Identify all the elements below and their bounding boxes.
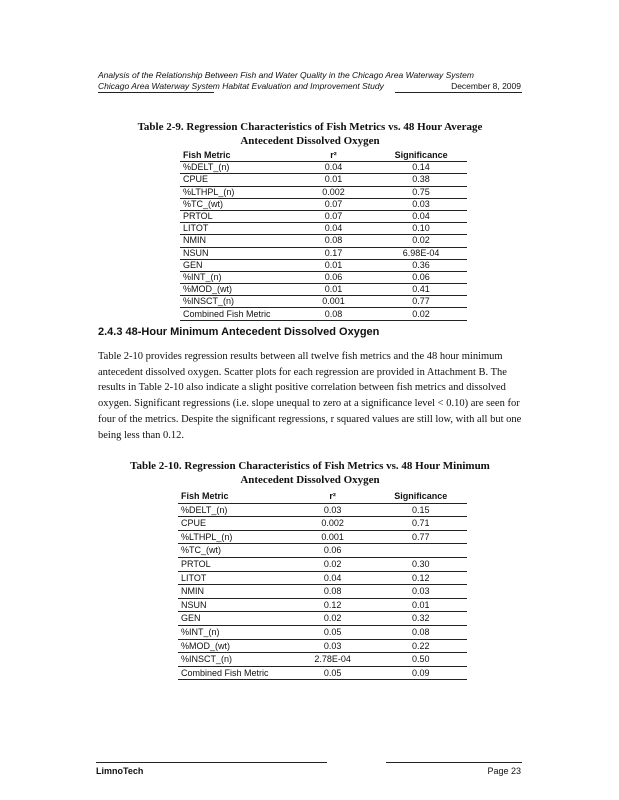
r2-cell: 0.03: [291, 503, 375, 517]
r2-cell: 0.01: [292, 174, 375, 186]
table-row: [178, 585, 467, 599]
significance-cell: 0.14: [375, 162, 467, 174]
significance-cell: 0.41: [375, 284, 467, 296]
table-header-row: [178, 490, 467, 503]
significance-cell: 0.03: [375, 585, 468, 599]
metric-cell: PRTOL: [178, 557, 291, 571]
metric-cell: GEN: [180, 259, 292, 271]
significance-cell: 0.15: [375, 503, 468, 517]
table-row: [180, 210, 467, 222]
footer-rule: [386, 762, 522, 763]
r2-cell: 0.002: [291, 517, 375, 531]
table-row: [180, 198, 467, 210]
metric-cell: %LTHPL_(n): [180, 186, 292, 198]
r2-cell: 0.07: [292, 198, 375, 210]
section-heading: 2.4.3 48-Hour Minimum Antecedent Dissolved Oxygen: [98, 326, 380, 338]
metric-cell: PRTOL: [180, 210, 292, 222]
metric-cell: NMIN: [178, 585, 291, 599]
metric-cell: %INT_(n): [180, 271, 292, 283]
metric-cell: %INSCT_(n): [178, 653, 291, 667]
metric-cell: CPUE: [180, 174, 292, 186]
metric-cell: NSUN: [180, 247, 292, 259]
r2-cell: 0.04: [291, 571, 375, 585]
significance-cell: 0.09: [375, 666, 468, 680]
significance-cell: 0.50: [375, 653, 468, 667]
metric-cell: GEN: [178, 612, 291, 626]
footer-rule: [96, 762, 327, 763]
table-row: [180, 284, 467, 296]
r2-cell: 2.78E-04: [291, 653, 375, 667]
r2-cell: 0.01: [292, 284, 375, 296]
significance-cell: 0.22: [375, 639, 468, 653]
significance-cell: 0.03: [375, 198, 467, 210]
table-row: [180, 247, 467, 259]
table-row: [178, 598, 467, 612]
significance-cell: 0.01: [375, 598, 468, 612]
table-2-10: [178, 490, 467, 680]
significance-cell: Significance: [375, 490, 468, 503]
table-row: [178, 639, 467, 653]
r2-cell: 0.08: [292, 235, 375, 247]
r2-cell: 0.001: [292, 296, 375, 308]
r2-cell: 0.03: [291, 639, 375, 653]
r2-cell: r²: [291, 490, 375, 503]
significance-cell: 0.38: [375, 174, 467, 186]
significance-cell: 0.04: [375, 210, 467, 222]
metric-cell: LITOT: [180, 223, 292, 235]
table-row: [178, 625, 467, 639]
section-paragraph: Table 2-10 provides regression results between all twelve fish metrics and the 48 hour minimum antecedent dissolved oxygen. Scatter plots for each regression are provided in Attachment B. The results in Table 2-10 also indicate a slight positive correlation between fish metrics and dissolved oxygen. Significant regressions (i.e. slope unequal to zero at a significance level < 0.10) are seen for four of the metrics. Despite the significant regressions, r squared values are still low, with all but one being less than 0.12.: [98, 351, 522, 441]
r2-cell: 0.05: [291, 625, 375, 639]
table-row: [178, 517, 467, 531]
table2-caption: Table 2-10. Regression Characteristics of Fish Metrics vs. 48 Hour Minimum: [130, 460, 490, 472]
table-row: [180, 296, 467, 308]
r2-cell: 0.05: [291, 666, 375, 680]
table-row: [178, 666, 467, 680]
metric-cell: NSUN: [178, 598, 291, 612]
r2-cell: 0.02: [291, 557, 375, 571]
significance-cell: 0.06: [375, 271, 467, 283]
significance-cell: 0.36: [375, 259, 467, 271]
table2-caption: Antecedent Dissolved Oxygen: [240, 474, 380, 486]
significance-cell: 0.77: [375, 530, 468, 544]
header-title: Analysis of the Relationship Between Fish and Water Quality in the Chicago Area Waterway System: [98, 70, 474, 80]
r2-cell: 0.17: [292, 247, 375, 259]
significance-cell: 0.10: [375, 223, 467, 235]
metric-cell: %INSCT_(n): [180, 296, 292, 308]
r2-cell: 0.002: [292, 186, 375, 198]
table-row: [180, 186, 467, 198]
significance-cell: 0.12: [375, 571, 468, 585]
table-row: [178, 557, 467, 571]
table-row: [180, 308, 467, 320]
metric-cell: Fish Metric: [180, 150, 292, 162]
metric-cell: %INT_(n): [178, 625, 291, 639]
header-date: December 8, 2009: [451, 81, 521, 91]
metric-cell: %MOD_(wt): [180, 284, 292, 296]
metric-cell: LITOT: [178, 571, 291, 585]
metric-cell: NMIN: [180, 235, 292, 247]
metric-cell: %DELT_(n): [180, 162, 292, 174]
metric-cell: %LTHPL_(n): [178, 530, 291, 544]
table-row: [178, 653, 467, 667]
table-row: [178, 612, 467, 626]
header-rule: [98, 92, 214, 93]
metric-cell: %TC_(wt): [178, 544, 291, 558]
table-row: [180, 174, 467, 186]
header-rule: [395, 92, 522, 93]
r2-cell: 0.12: [291, 598, 375, 612]
table-header-row: [180, 150, 467, 162]
table-row: [180, 162, 467, 174]
metric-cell: %MOD_(wt): [178, 639, 291, 653]
table1-caption: Table 2-9. Regression Characteristics of Fish Metrics vs. 48 Hour Average: [137, 121, 483, 133]
significance-cell: 0.30: [375, 557, 468, 571]
metric-cell: Fish Metric: [178, 490, 291, 503]
table-row: [178, 503, 467, 517]
significance-cell: 0.77: [375, 296, 467, 308]
metric-cell: %TC_(wt): [180, 198, 292, 210]
significance-cell: 0.02: [375, 235, 467, 247]
metric-cell: %DELT_(n): [178, 503, 291, 517]
metric-cell: Combined Fish Metric: [180, 308, 292, 320]
significance-cell: [375, 544, 468, 558]
metric-cell: Combined Fish Metric: [178, 666, 291, 680]
significance-cell: 0.08: [375, 625, 468, 639]
table-2-9: [180, 150, 467, 321]
significance-cell: 0.32: [375, 612, 468, 626]
r2-cell: 0.07: [292, 210, 375, 222]
r2-cell: 0.08: [291, 585, 375, 599]
footer-page: Page 23: [487, 766, 521, 776]
table1-caption: Antecedent Dissolved Oxygen: [240, 135, 380, 147]
footer-company: LimnoTech: [96, 766, 144, 776]
r2-cell: 0.04: [292, 223, 375, 235]
significance-cell: 6.98E-04: [375, 247, 467, 259]
metric-cell: CPUE: [178, 517, 291, 531]
table-row: [178, 544, 467, 558]
significance-cell: 0.71: [375, 517, 468, 531]
r2-cell: 0.02: [291, 612, 375, 626]
significance-cell: 0.75: [375, 186, 467, 198]
table-row: [180, 223, 467, 235]
r2-cell: 0.08: [292, 308, 375, 320]
r2-cell: 0.06: [292, 271, 375, 283]
table-row: [180, 259, 467, 271]
table-row: [180, 271, 467, 283]
r2-cell: 0.06: [291, 544, 375, 558]
r2-cell: 0.001: [291, 530, 375, 544]
significance-cell: Significance: [375, 150, 467, 162]
header-subtitle: Chicago Area Waterway System Habitat Evaluation and Improvement Study: [98, 81, 384, 91]
r2-cell: r²: [292, 150, 375, 162]
significance-cell: 0.02: [375, 308, 467, 320]
table-row: [180, 235, 467, 247]
r2-cell: 0.01: [292, 259, 375, 271]
r2-cell: 0.04: [292, 162, 375, 174]
table-row: [178, 530, 467, 544]
table-row: [178, 571, 467, 585]
